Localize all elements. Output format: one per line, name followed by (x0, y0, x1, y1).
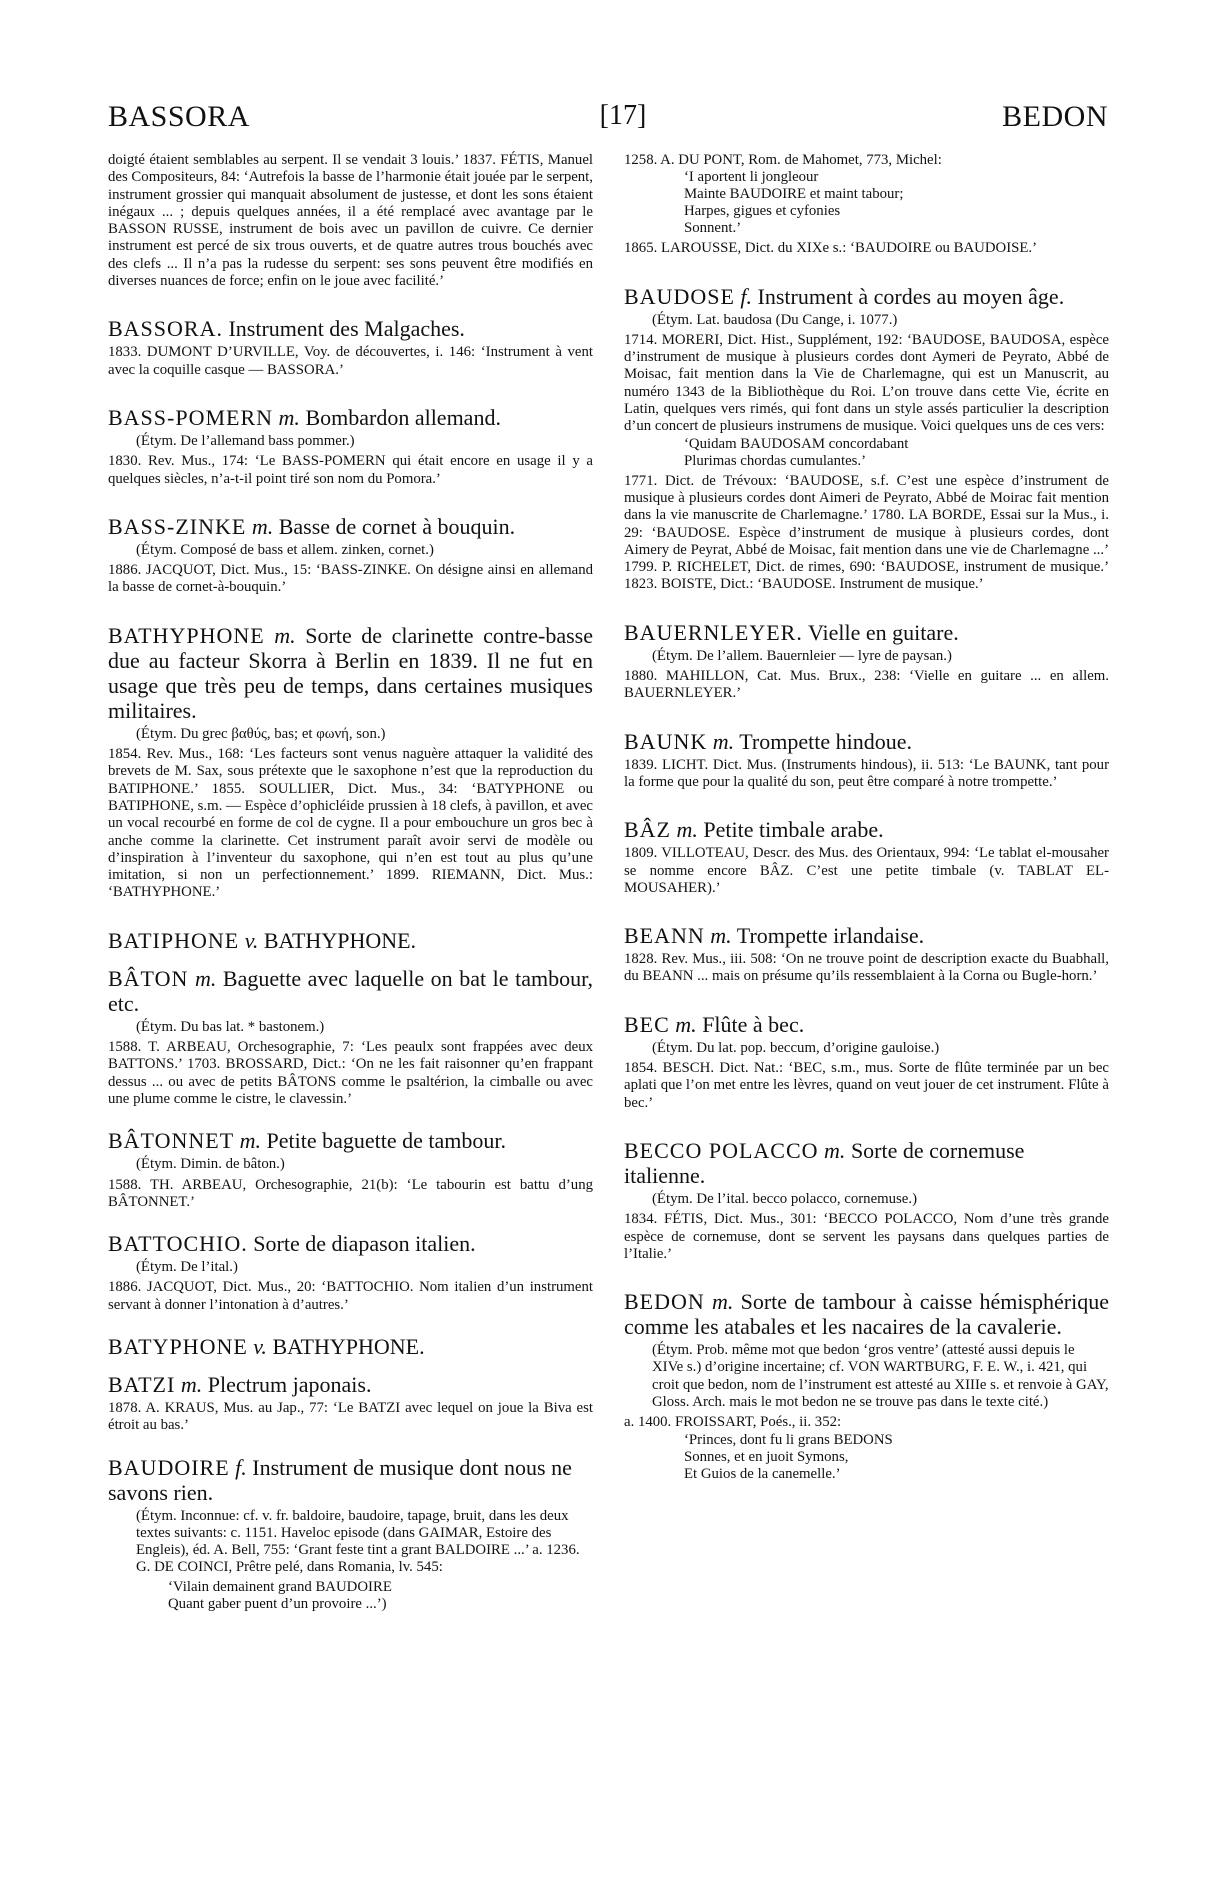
citation: 1880. MAHILLON, Cat. Mus. Brux., 238: ‘Vielle en guitare ... en allem. BAUERNLEYER.’ (624, 668, 1109, 702)
verse-line: Sonnes, et en juoit Symons, (684, 1448, 849, 1465)
definition: Plectrum japonais. (207, 1371, 372, 1397)
definition: Bombardon allemand. (305, 404, 501, 430)
citation: 1830. Rev. Mus., 174: ‘Le BASS-POMERN qui était encore en usage il y a quelques siècles, n’a-t-il point tiré son nom du Pomora.’ (108, 453, 593, 487)
verse-line: Sonnent.’ (684, 220, 742, 237)
definition: Vielle en guitare. (807, 619, 959, 645)
verse-line: Et Guios de la canemelle.’ (684, 1465, 841, 1482)
citation: 1258. A. DU PONT, Rom. de Mahomet, 773, Michel: (624, 152, 942, 168)
headword: BASSORA. (108, 316, 223, 342)
grammar-label: m. (675, 1011, 697, 1037)
definition: Instrument à cordes au moyen âge. (757, 283, 1065, 309)
headword: BAUDOIRE (108, 1454, 230, 1480)
citation: 1833. DUMONT D’URVILLE, Voy. de découvertes, i. 146: ‘Instrument à vent avec la coquille casque — BASSORA.’ (108, 344, 593, 378)
grammar-label: m. (712, 728, 735, 754)
citation: 1809. VILLOTEAU, Descr. des Mus. des Orientaux, 994: ‘Le tablat el-mousaher se nomme encore BÂZ. C’est une petite timbale (v. TABLAT EL-MOUSAHER).’ (624, 845, 1109, 896)
grammar-label: m. (278, 404, 300, 430)
page-number: [17] (599, 100, 647, 131)
headword: BATZI (108, 1371, 176, 1397)
headword: BATHYPHONE (108, 622, 265, 648)
citation: 1886. JACQUOT, Dict. Mus., 20: ‘BATTOCHIO. Nom italien d’un instrument servant à donner l’intonation à d’autres.’ (108, 1279, 593, 1313)
citation: 1714. MORERI, Dict. Hist., Supplément, 192: ‘BAUDOSE, BAUDOSA, espèce d’instrument de musique à plusieurs cordes dont Aymeri de Peyrato, Abbé de Moisac, fait mention dans la Vie de Charlemagne, qui est un Manuscrit, au numéro 1343 de la Bibliothèque du Roi. L’on trouve dans cette Vie, écrite en Latin, quelques vers rimés, qui font dans un style assés particulier la description d’un concert de plusieurs instrumens de musique. Voici quelques uns de ces vers: (624, 331, 1109, 435)
headword: BÂTONNET (108, 1128, 235, 1154)
headword: BASS-POMERN (108, 404, 274, 430)
definition: Basse de cornet à bouquin. (278, 513, 516, 539)
citation: 1854. Rev. Mus., 168: ‘Les facteurs sont venus naguère attaquer la validité des brevets de M. Sax, sous prétexte que le saxophone n’est que la reproduction du BATIPHONE.’ 1855. SOULLIER, Dict. Mus., 34: ‘BATYPHONE ou BATIPHONE, s.m. — Espèce d’ophicléide prussien à 18 clefs, à pavillon, et avec un vocal recourbé en forme de col de cygne. Il a pour embouchure un gros bec à anche comme la clarinette. Cet instrument paraît avoir servi de modèle ou d’inspiration à l’inventeur du saxophone, qui n’en est tout au plus qu’une imitation, si non un perfectionnement.’ 1899. RIEMANN, Dict. Mus.: ‘BATHYPHONE.’ (108, 746, 593, 901)
headword: BEC (624, 1011, 670, 1037)
headword: BEANN (624, 923, 705, 949)
entry-batiphone (108, 928, 593, 953)
entry-bathyphone (108, 623, 593, 902)
grammar-label: m. (239, 1128, 262, 1154)
grammar-label: f. (740, 283, 753, 309)
grammar-label: v. (244, 927, 259, 953)
verse-line: Plurimas chordas cumulantes.’ (684, 452, 867, 469)
etymology: (Étym. De l’allemand bass pommer.) (136, 432, 355, 449)
verse-line: ‘Quidam BAUDOSAM concordabant (684, 435, 909, 452)
citation: 1828. Rev. Mus., iii. 508: ‘On ne trouve point de description exacte du Buabhall, du BEANN ... mais on présume qu’ils ressemblaient à la Corna ou Bugle-horn.’ (624, 951, 1109, 985)
grammar-label: m. (712, 1289, 734, 1315)
entry-bass-zinke (108, 514, 593, 597)
grammar-label: m. (251, 513, 274, 539)
entry-baudose (624, 284, 1109, 594)
etymology: (Étym. De l’ital.) (136, 1259, 238, 1276)
right-column (624, 152, 1109, 1483)
citation: 1839. LICHT. Dict. Mus. (Instruments hindous), ii. 513: ‘Le BAUNK, tant pour la forme que pour la qualité du son, peut être comparé à notre trompette.’ (624, 756, 1109, 790)
left-column (108, 152, 593, 1613)
verse-line: Mainte BAUDOIRE et maint tabour; (684, 186, 904, 203)
entry-baunk (624, 729, 1109, 792)
headword: BÂTON (108, 965, 189, 991)
citation: 1854. BESCH. Dict. Nat.: ‘BEC, s.m., mus. Sorte de flûte terminée par un bec aplati que l’on met entre les lèvres, quand on veut jouer de cet instrument. Flûte à bec.’ (624, 1060, 1109, 1111)
headword: BEDON (624, 1289, 705, 1315)
citation: 1865. LAROUSSE, Dict. du XIXe s.: ‘BAUDOIRE ou BAUDOISE.’ (624, 240, 1038, 257)
running-header (108, 100, 1108, 140)
etymology: (Étym. Prob. même mot que bedon ‘gros ventre’ (attesté aussi depuis le XIVe s.) d’origine incertaine; cf. VON WARTBURG, F. E. W., i. 421, qui croit que bedon, nom de l’instrument est attesté au XIIIe s. et renvoie à GAY, Gloss. Arch. mais le mot bedon ne se trouve pas dans le texte cité.) (652, 1342, 1109, 1410)
entry-baudoire-continued (624, 152, 1109, 258)
definition: Sorte de clarinette contre-basse due au facteur Skorra à Berlin en 1839. Il ne fut en usage que très peu de temps, dans certaines musiques militaires. (108, 622, 594, 723)
citation: 1588. TH. ARBEAU, Orchesographie, 21(b): ‘Le tabourin est battu d’ung BÂTONNET.’ (108, 1176, 593, 1210)
entry-beann (624, 923, 1109, 986)
headword: BECCO POLACCO (624, 1137, 819, 1163)
etymology: (Étym. Dimin. de bâton.) (136, 1156, 285, 1173)
etymology: (Étym. Du lat. pop. beccum, d’origine gauloise.) (652, 1039, 940, 1056)
grammar-label: m. (710, 923, 732, 949)
entry-baudoire (108, 1455, 593, 1613)
headword: BATYPHONE (108, 1333, 248, 1359)
definition: Sorte de cornemuse italienne. (624, 1137, 1025, 1188)
definition: Petite baguette de tambour. (266, 1128, 507, 1154)
citation: 1834. FÉTIS, Dict. Mus., 301: ‘BECCO POLACCO, Nom d’une très grande espèce de cornemuse, dont se servent les paysans dans quelques parties de l’Italie.’ (624, 1211, 1109, 1262)
definition: Sorte de diapason italien. (253, 1231, 476, 1257)
entry-bauernleyer (624, 620, 1109, 703)
grammar-label: f. (235, 1454, 247, 1480)
entry-batzi (108, 1372, 593, 1435)
definition: Baguette avec laquelle on bat le tambour, etc. (108, 965, 594, 1016)
entry-bass-pomern (108, 405, 593, 488)
entry-baton (108, 966, 593, 1108)
headword: BAUERNLEYER. (624, 619, 803, 645)
cross-reference: BATHYPHONE. (272, 1333, 425, 1359)
verse-line: Harpes, gigues et cyfonies (684, 203, 841, 220)
entry-becco-polacco (624, 1138, 1109, 1263)
cross-reference: BATHYPHONE. (263, 927, 417, 953)
etymology: (Étym. De l’ital. becco polacco, cornemuse.) (652, 1190, 918, 1207)
citation: 1878. A. KRAUS, Mus. au Jap., 77: ‘Le BATZI avec lequel on joue la Biva est étroit au bas.’ (108, 1399, 593, 1434)
continued-text: doigté étaient semblables au serpent. Il se vendait 3 louis.’ 1837. FÉTIS, Manuel des Compositeurs, 84: ‘Autrefois la basse de l’harmonie était jouée par le serpent, instrument grossier qui manquait absolument de justesse, et dont les sons étaient inégaux ... ; depuis quelques années, il a été remplacé avec avantage par le BASSON RUSSE, instrument de bois avec un pavillon de cuivre. Ce dernier instrument est percé de six trous ouverts, et de quatre autres trous bouchés avec des clefs ... Il n’a pas la rudesse du serpent: ses sons peuvent être modifiés en diverses nuances de force; enfin on le joue avec facilité.’ (108, 152, 593, 290)
definition: Flûte à bec. (702, 1011, 805, 1037)
grammar-label: m. (274, 622, 296, 648)
grammar-label: m. (180, 1371, 203, 1397)
entry-batyphone (108, 1334, 593, 1359)
verse-line: ‘I aportent li jongleour (684, 169, 819, 186)
verse-line: Quant gaber puent d’un provoire ...’) (168, 1595, 387, 1612)
etymology: (Étym. Du bas lat. * bastonem.) (136, 1018, 325, 1035)
entry-bedon (624, 1289, 1109, 1482)
entry-bec (624, 1012, 1109, 1112)
entry-batonnet (108, 1128, 593, 1211)
etymology: (Étym. Composé de bass et allem. zinken, cornet.) (136, 541, 434, 558)
definition: Instrument de musique dont nous ne savons rien. (108, 1454, 572, 1505)
grammar-label: m. (824, 1137, 846, 1163)
etymology: (Étym. Inconnue: cf. v. fr. baldoire, baudoire, tapage, bruit, dans les deux textes suivants: c. 1151. Haveloc episode (dans GAIMAR, Estoire des Engleis), éd. A. Bell, 755: ‘Grant feste tint a grant BALDOIRE ...’ a. 1236. G. DE COINCI, Prêtre pelé, dans Romania, lv. 545: (136, 1507, 580, 1576)
headword: BASS-ZINKE (108, 513, 247, 539)
definition: Instrument des Malgaches. (228, 316, 465, 342)
entry-baz (624, 817, 1109, 897)
verse-line: ‘Princes, dont fu li grans BEDONS (684, 1431, 893, 1448)
headword: BATTOCHIO. (108, 1231, 248, 1257)
definition: Trompette irlandaise. (736, 923, 925, 949)
citation: 1771. Dict. de Trévoux: ‘BAUDOSE, s.f. C’est une espèce d’instrument de musique à plusieurs cordes dont Aimeri de Peyrato, Abbé de Moirac fait mention dans la vie manuscrite de Charlemagne.’ 1780. LA BORDE, Essai sur la Mus., i. 29: ‘BAUDOSE. Espèce d’instrument de musique à plusieurs cordes, dont Aimery de Peyrat, Abbé de Moisac, fait mention dans une vie de Charlemagne ...’ 1799. P. RICHELET, Dict. de rimes, 690: ‘BAUDOSE, instrument de musique.’ 1823. BOISTE, Dict.: ‘BAUDOSE. Instrument de musique.’ (624, 472, 1109, 593)
entry-battochio (108, 1231, 593, 1314)
grammar-label: v. (253, 1333, 267, 1359)
definition: Sorte de tambour à caisse hémisphérique comme les atabales et les nacaires de la cavalerie. (624, 1289, 1110, 1340)
grammar-label: m. (194, 965, 217, 991)
etymology: (Étym. Du grec βαθύς, bas; et φωνή, son.) (136, 725, 386, 742)
citation: 1588. T. ARBEAU, Orchesographie, 7: ‘Les peaulx sont frappées avec deux BATTONS.’ 1703. BROSSARD, Dict.: ‘On ne les fait raisonner qu’en frappant dessus ... ou avec de petits BÂTONS comme le psaltérion, la cimballe ou avec une plume comme le cistre, le clavessin.’ (108, 1039, 593, 1107)
verse-line: ‘Vilain demainent grand BAUDOIRE (168, 1578, 392, 1595)
headword: BAUDOSE (624, 283, 735, 309)
definition: Trompette hindoue. (739, 728, 912, 754)
header-right-word: BEDON (1002, 100, 1108, 133)
citation: 1886. JACQUOT, Dict. Mus., 15: ‘BASS-ZINKE. On désigne ainsi en allemand la basse de cornet-à-bouquin.’ (108, 562, 593, 596)
headword: BÂZ (624, 817, 671, 843)
definition: Petite timbale arabe. (703, 817, 884, 843)
header-left-word: BASSORA (108, 100, 250, 133)
headword: BATIPHONE (108, 927, 240, 953)
etymology: (Étym. Lat. baudosa (Du Cange, i. 1077.) (652, 311, 898, 328)
citation: a. 1400. FROISSART, Poés., ii. 352: (624, 1414, 842, 1431)
headword: BAUNK (624, 728, 708, 754)
grammar-label: m. (676, 817, 698, 843)
etymology: (Étym. De l’allem. Bauernleier — lyre de paysan.) (652, 647, 952, 664)
entry-bassora (108, 316, 593, 379)
